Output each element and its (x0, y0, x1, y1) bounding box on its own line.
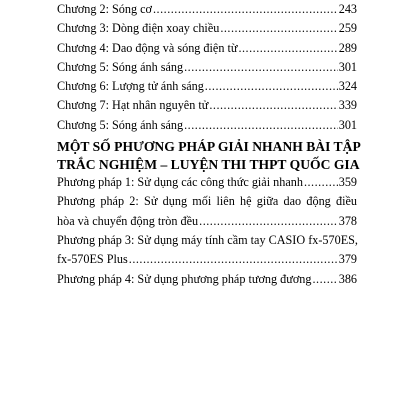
toc-entry-method-4 (57, 270, 357, 289)
table-of-contents (57, 0, 361, 289)
dot-leader (304, 173, 338, 192)
toc-entry-page: 339 (338, 98, 357, 113)
section-heading-line-1: MỘT SỐ PHƯƠNG PHÁP GIẢI NHANH BÀI TẬP (57, 139, 361, 155)
toc-entry-method-3-line-1: Phương pháp 3: Sử dụng máy tính cầm tay CASIO fx-570ES, (57, 232, 358, 247)
toc-entry-chapter-5 (57, 58, 357, 77)
dot-leader (184, 58, 338, 77)
dot-leader (205, 77, 338, 96)
dot-leader (220, 19, 337, 38)
toc-entry-label: Chương 5: Sóng ánh sáng (57, 59, 184, 74)
toc-entry-chapter-2 (57, 0, 357, 19)
dot-leader (153, 0, 338, 19)
toc-entry-chapter-6 (57, 77, 357, 96)
section-heading-line-2: TRẮC NGHIỆM – LUYỆN THI THPT QUỐC GIA (57, 156, 360, 172)
dot-leader (238, 39, 337, 58)
toc-entry-label: Phương pháp 4: Sử dụng phương pháp tương đương (57, 271, 312, 286)
toc-entry-page: 259 (338, 21, 357, 36)
dot-leader (184, 116, 338, 135)
dot-leader (199, 212, 338, 231)
toc-entry-label: Chương 4: Dao động và sóng điện từ (57, 40, 238, 55)
toc-entry-label: Phương pháp 1: Sử dụng các công thức giải nhanh (57, 175, 303, 190)
toc-entry-method-1 (57, 173, 357, 192)
toc-entry-page: 289 (338, 40, 357, 55)
toc-entry-page: 379 (338, 252, 357, 267)
toc-entry-page: 359 (338, 175, 357, 190)
toc-entry-page: 243 (338, 2, 357, 16)
toc-entry-page: 301 (338, 117, 357, 132)
toc-entry-page: 378 (338, 213, 357, 228)
toc-entry-page: 324 (338, 79, 357, 94)
toc-entry-method-2 (57, 212, 357, 231)
toc-entry-chapter-4 (57, 39, 357, 58)
toc-entry-label: Chương 7: Hạt nhân nguyên tử (57, 98, 209, 113)
toc-entry-label: fx-570ES Plus (57, 252, 128, 267)
toc-entry-chapter-7 (57, 96, 357, 115)
toc-entry-method-3 (57, 250, 357, 269)
toc-entry-page: 386 (338, 271, 357, 286)
toc-entry-label: hòa và chuyển động tròn đều (57, 213, 199, 228)
toc-entry-label: Chương 5: Sóng ánh sáng (57, 117, 184, 132)
toc-entry-label: Chương 3: Dòng điện xoay chiều (57, 21, 220, 36)
toc-entry-method-2-line-1: Phương pháp 2: Sử dụng mối liên hệ giữa dao động điều (57, 194, 357, 209)
dot-leader (129, 250, 338, 269)
dot-leader (209, 96, 337, 115)
toc-entry-label: Chương 2: Sóng cơ (57, 2, 152, 16)
toc-entry-label: Chương 6: Lượng tử ánh sáng (57, 79, 204, 94)
toc-entry-chapter-3 (57, 19, 357, 38)
toc-entry-page: 301 (338, 59, 357, 74)
dot-leader (313, 270, 338, 289)
toc-entry-chapter-5-repeat (57, 116, 357, 135)
